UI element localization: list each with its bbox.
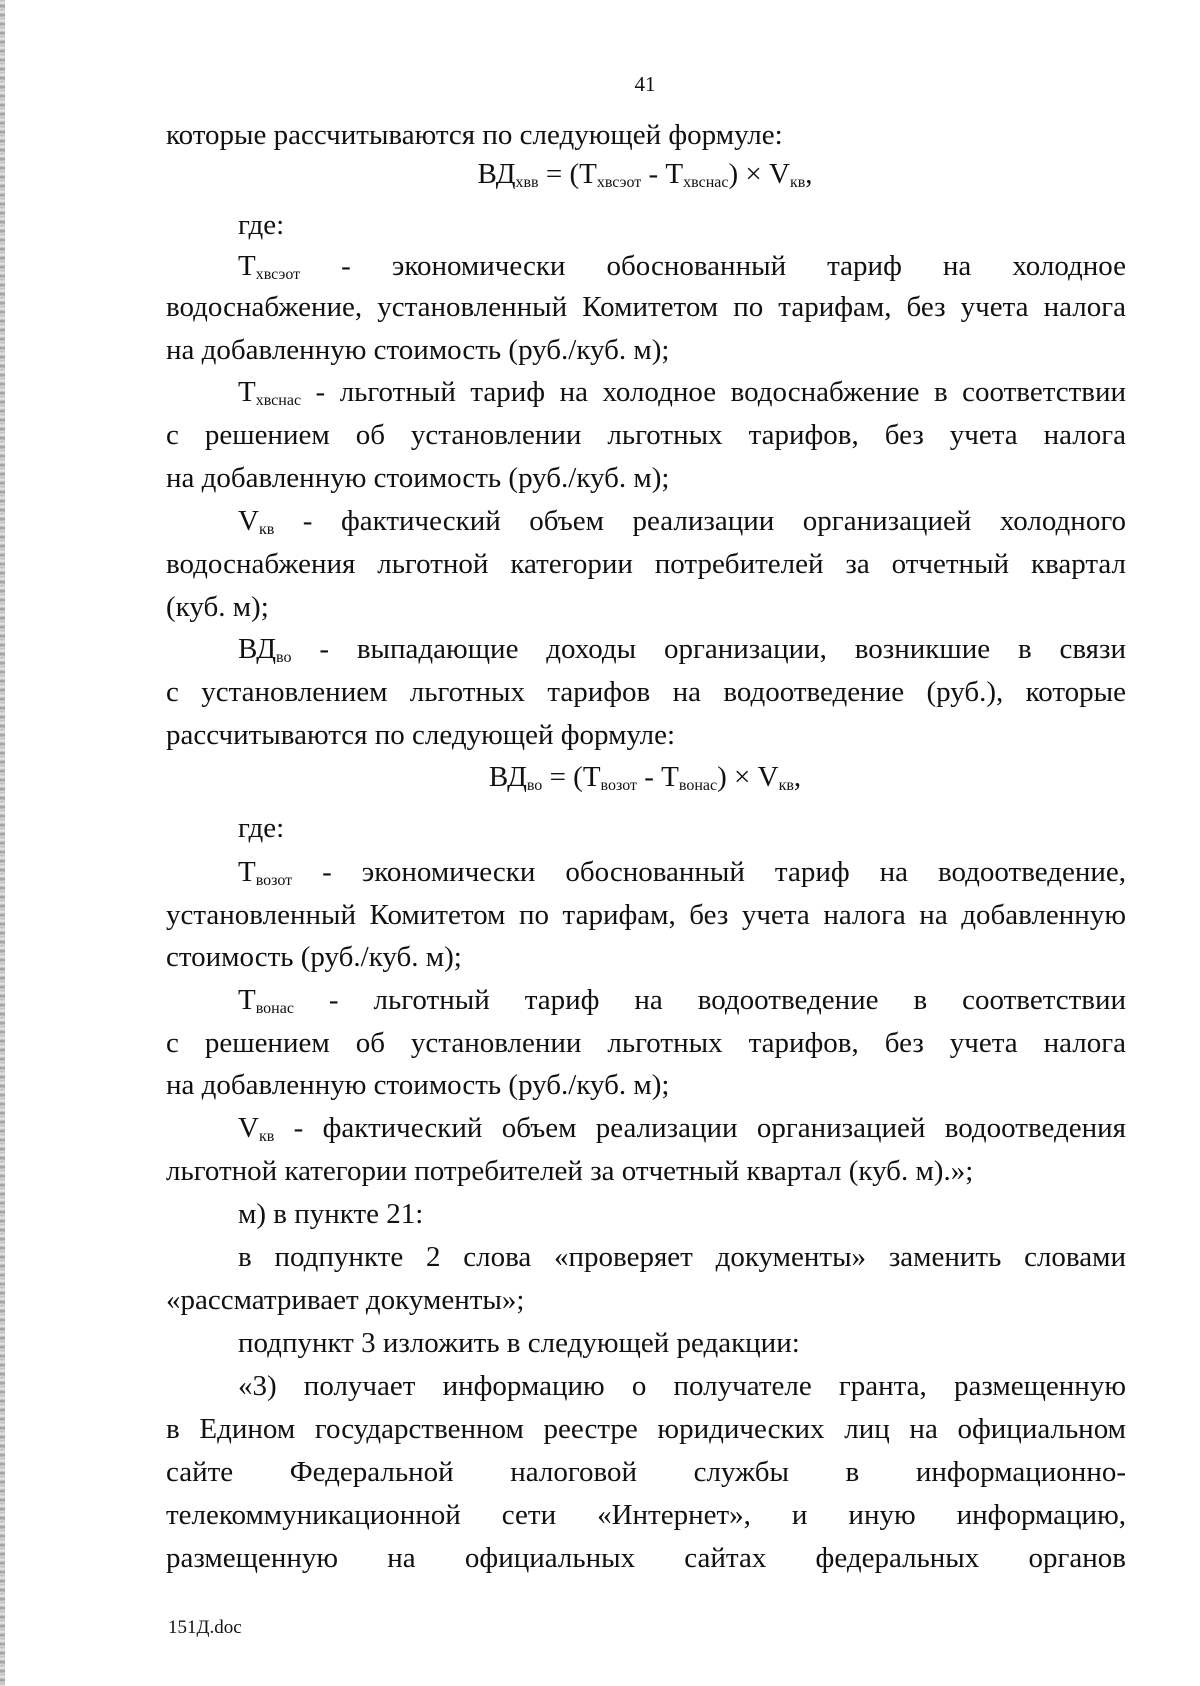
formula-subscript: кв <box>778 777 794 794</box>
formula-subscript: хвсэот <box>596 174 642 191</box>
text-line: где: <box>238 812 285 844</box>
formula-symbol: ВД <box>488 761 527 793</box>
term-symbol: Т <box>238 376 256 408</box>
formula-text: = ( <box>542 761 583 793</box>
formula-symbol: Т <box>665 158 684 190</box>
definition-line <box>238 984 1126 1017</box>
definition-text: - льготный тариф на водоотведение в соответствии <box>293 984 1126 1016</box>
definition-text: - льготный тариф на холодное водоснабжение в соответствии <box>301 376 1126 408</box>
term-subscript: хвснас <box>255 392 302 409</box>
formula-text: ) × <box>717 761 758 793</box>
text-line: водоснабжение, установленный Комитетом по тарифам, без учета налога <box>166 291 1126 323</box>
formula-symbol: Т <box>582 761 601 793</box>
text-line: сайте Федеральной налоговой службы в информационно- <box>166 1456 1126 1488</box>
formula-symbol: V <box>757 761 779 793</box>
formula-symbol: ВД <box>477 158 516 190</box>
text-line: «3) получает информацию о получателе гранта, размещенную <box>238 1370 1126 1402</box>
term-symbol: Т <box>238 984 256 1016</box>
term-subscript: кв <box>258 1128 275 1145</box>
definition-line <box>238 633 1126 666</box>
term-symbol: V <box>238 505 259 537</box>
formula-symbol: V <box>768 158 790 190</box>
page-number: 41 <box>634 72 656 96</box>
text-line: льготной категории потребителей за отчетный квартал (куб. м).»; <box>166 1155 974 1187</box>
term-subscript: кв <box>258 521 275 538</box>
term-subscript: вонас <box>255 1000 294 1017</box>
formula-text: , <box>805 158 813 190</box>
definition-text: - экономически обоснованный тариф на холодное <box>300 250 1126 282</box>
text-line: где: <box>238 209 285 241</box>
formula-text: , <box>793 761 802 793</box>
formula-1 <box>0 158 1200 191</box>
formula-subscript: хвснас <box>683 174 729 191</box>
text-line: размещенную на официальных сайтах федеральных органов <box>166 1542 1126 1574</box>
term-symbol: Т <box>238 250 256 282</box>
text-line: телекоммуникационной сети «Интернет», и иную информацию, <box>166 1499 1126 1531</box>
text-line: на добавленную стоимость (руб./куб. м); <box>166 1069 670 1101</box>
term-subscript: во <box>276 649 292 666</box>
text-line: (куб. м); <box>166 591 269 623</box>
formula-symbol: Т <box>579 158 597 190</box>
text-line: с установлением льготных тарифов на водоотведение (руб.), которые <box>166 676 1126 708</box>
text-line: на добавленную стоимость (руб./куб. м); <box>166 334 670 366</box>
formula-subscript: во <box>526 777 543 794</box>
definition-text: - фактический объем реализации организацией холодного <box>274 505 1126 537</box>
formula-subscript: хвв <box>515 174 539 191</box>
text-line: с решением об установлении льготных тарифов, без учета налога <box>166 1027 1126 1059</box>
formula-subscript: возот <box>600 777 637 794</box>
definition-line <box>238 856 1126 889</box>
text-line: которые рассчитываются по следующей формуле: <box>166 119 783 151</box>
term-subscript: хвсэот <box>255 266 301 283</box>
formula-text: = ( <box>538 158 580 190</box>
term-symbol: V <box>238 1112 259 1144</box>
text-line: в подпункте 2 слова «проверяет документы» заменить словами <box>238 1241 1126 1273</box>
formula-subscript: кв <box>789 174 806 191</box>
text-line: на добавленную стоимость (руб./куб. м); <box>166 462 670 494</box>
scan-edge <box>0 0 5 1686</box>
formula-text: - <box>641 158 666 190</box>
definition-text: - фактический объем реализации организацией водоотведения <box>274 1112 1126 1144</box>
text-line: м) в пункте 21: <box>238 1198 424 1230</box>
formula-subscript: вонас <box>678 777 718 794</box>
text-line: водоснабжения льготной категории потребителей за отчетный квартал <box>166 548 1126 580</box>
definition-line <box>238 1112 1126 1145</box>
text-line: рассчитываются по следующей формуле: <box>166 719 676 751</box>
term-subscript: возот <box>255 872 293 889</box>
definition-text: - выпадающие доходы организации, возникшие в связи <box>291 633 1126 665</box>
text-line: установленный Комитетом по тарифам, без учета налога на добавленную <box>166 899 1126 931</box>
formula-text: - <box>637 761 662 793</box>
file-name-footer: 151Д.doc <box>168 1617 242 1638</box>
definition-line <box>238 250 1126 283</box>
formula-2 <box>0 761 1200 794</box>
definition-text: - экономически обоснованный тариф на водоотведение, <box>292 856 1126 888</box>
text-line: подпункт 3 изложить в следующей редакции: <box>238 1327 800 1359</box>
term-symbol: ВД <box>238 633 277 665</box>
text-line: в Едином государственном реестре юридических лиц на официальном <box>166 1413 1126 1445</box>
definition-line <box>238 376 1126 409</box>
text-line: стоимость (руб./куб. м); <box>166 941 462 973</box>
text-line: «рассматривает документы»; <box>166 1284 525 1316</box>
definition-line <box>238 505 1126 538</box>
text-line: с решением об установлении льготных тарифов, без учета налога <box>166 419 1126 451</box>
formula-text: ) × <box>728 158 769 190</box>
formula-symbol: Т <box>661 761 679 793</box>
term-symbol: Т <box>238 856 256 888</box>
